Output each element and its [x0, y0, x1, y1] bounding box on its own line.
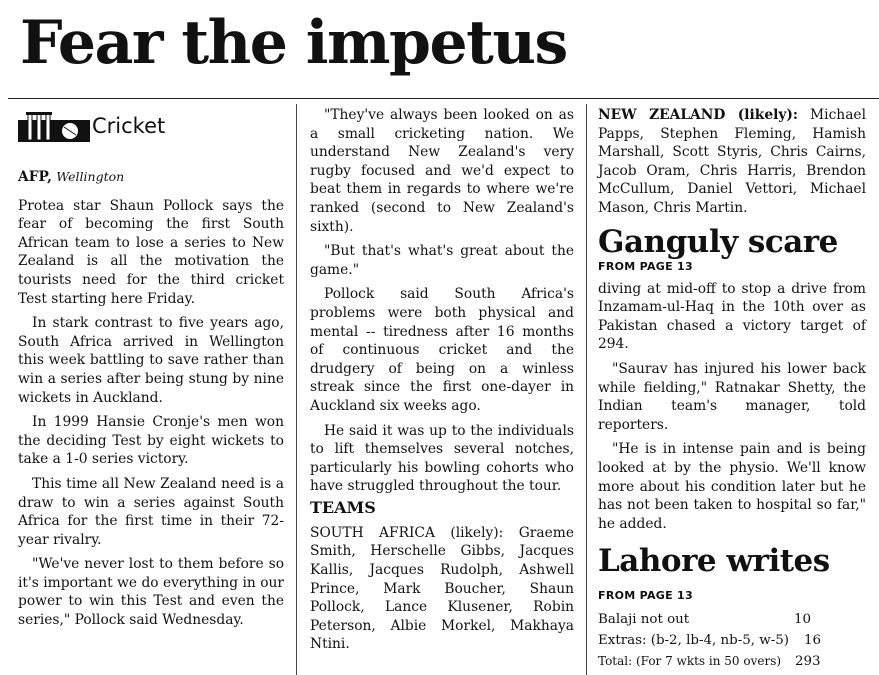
article-column-1	[18, 104, 284, 636]
article-paragraph: In 1999 Hansie Cronje's men won the deciding Test by eight wickets to take a 1-0 series victory.	[18, 414, 284, 468]
score-value: 10	[794, 612, 812, 628]
headline: Fear the impetus	[20, 8, 567, 78]
article-column-3	[598, 106, 866, 672]
score-label: Balaji not out	[598, 612, 690, 628]
lahore-from-page: FROM PAGE 13	[598, 589, 693, 603]
article-paragraph: "But that's what's great about the game."	[310, 243, 574, 278]
ganguly-paragraph: "He is in intense pain and is being looked at by the physio. We'll know more about his condition later but he has not been taken to hospital so far," he added.	[598, 441, 866, 532]
article-paragraph: "They've always been looked on as a small cricketing nation. We understand New Zealand's very rugby focused and we'd expect to beat them in regards to where we're ranked (second to New Zealand's sixth).	[310, 107, 574, 235]
score-value: 293	[795, 654, 821, 670]
score-label: Extras: (b-2, lb-4, nb-5, w-5)	[598, 633, 789, 649]
scorecard	[598, 609, 866, 672]
column-divider	[586, 104, 587, 675]
south-africa-team: SOUTH AFRICA (likely): Graeme Smith, Herschelle Gibbs, Jacques Kallis, Jacques Rudolph, Ashwell Prince, Mark Boucher, Shaun Pollock, Lance Klusener, Robin Peterson, Albie Morkel, Makhaya Ntini.	[310, 524, 574, 653]
byline-agency: AFP,	[18, 169, 52, 185]
headline-rule	[8, 98, 879, 99]
article-paragraph: He said it was up to the individuals to lift themselves several notches, particularly his bowling cohorts who have struggled throughout the tour.	[310, 422, 574, 495]
article-paragraph: "We've never lost to them before so it's important we do everything in our power to win this Test and even the series," Pollock said Wednesday.	[18, 556, 284, 629]
article-column-2	[310, 106, 574, 660]
teams-heading: TEAMS	[310, 497, 376, 517]
ganguly-from-page: FROM PAGE 13	[598, 259, 693, 273]
ganguly-paragraph: diving at mid-off to stop a drive from Inzamam-ul-Haq in the 10th over as Pakistan chased a victory target of 294.	[598, 280, 866, 353]
byline	[18, 168, 284, 187]
column-divider	[296, 104, 297, 675]
ganguly-headline: Ganguly scare	[598, 223, 838, 260]
cricket-stumps-ball-icon	[18, 112, 90, 140]
score-row	[598, 630, 866, 651]
nz-team-players: Michael Papps, Stephen Fleming, Hamish Marshall, Scott Styris, Chris Cairns, Jacob Oram, Chris Harris, Brendon McCullum, Daniel Vettori, Michael Mason, Chris Martin.	[598, 107, 866, 216]
score-row	[598, 609, 866, 630]
new-zealand-team	[598, 106, 866, 218]
byline-place: Wellington	[56, 169, 125, 184]
lahore-headline: Lahore writes	[598, 543, 830, 580]
section-label: Cricket	[92, 113, 166, 138]
nz-team-label: NEW ZEALAND (likely):	[598, 107, 799, 123]
article-paragraph: Pollock said South Africa's problems were both physical and mental -- tiredness after 16 months of continuous cricket and the drudgery of being on a winless streak since the first one-dayer in Auckland six weeks ago.	[310, 286, 574, 414]
ganguly-paragraph: "Saurav has injured his lower back while fielding," Ratnakar Shetty, the Indian team's manager, told reporters.	[598, 360, 866, 433]
article-paragraph: Protea star Shaun Pollock says the fear of becoming the first South African team to lose a series to New Zealand is all the motivation the tourists need for the third cricket Test starting here Friday.	[18, 197, 284, 307]
article-paragraph: This time all New Zealand need is a draw to win a series against South Africa for the first time in their 72-year rivalry.	[18, 475, 284, 548]
score-label: Total: (For 7 wkts in 50 overs)	[598, 654, 782, 669]
article-paragraph: In stark contrast to five years ago, South Africa arrived in Wellington this week battling to save rather than win a series after being stung by nine wickets in Auckland.	[18, 315, 284, 406]
score-value: 16	[804, 633, 822, 649]
score-row	[598, 651, 866, 672]
section-header	[18, 108, 284, 144]
